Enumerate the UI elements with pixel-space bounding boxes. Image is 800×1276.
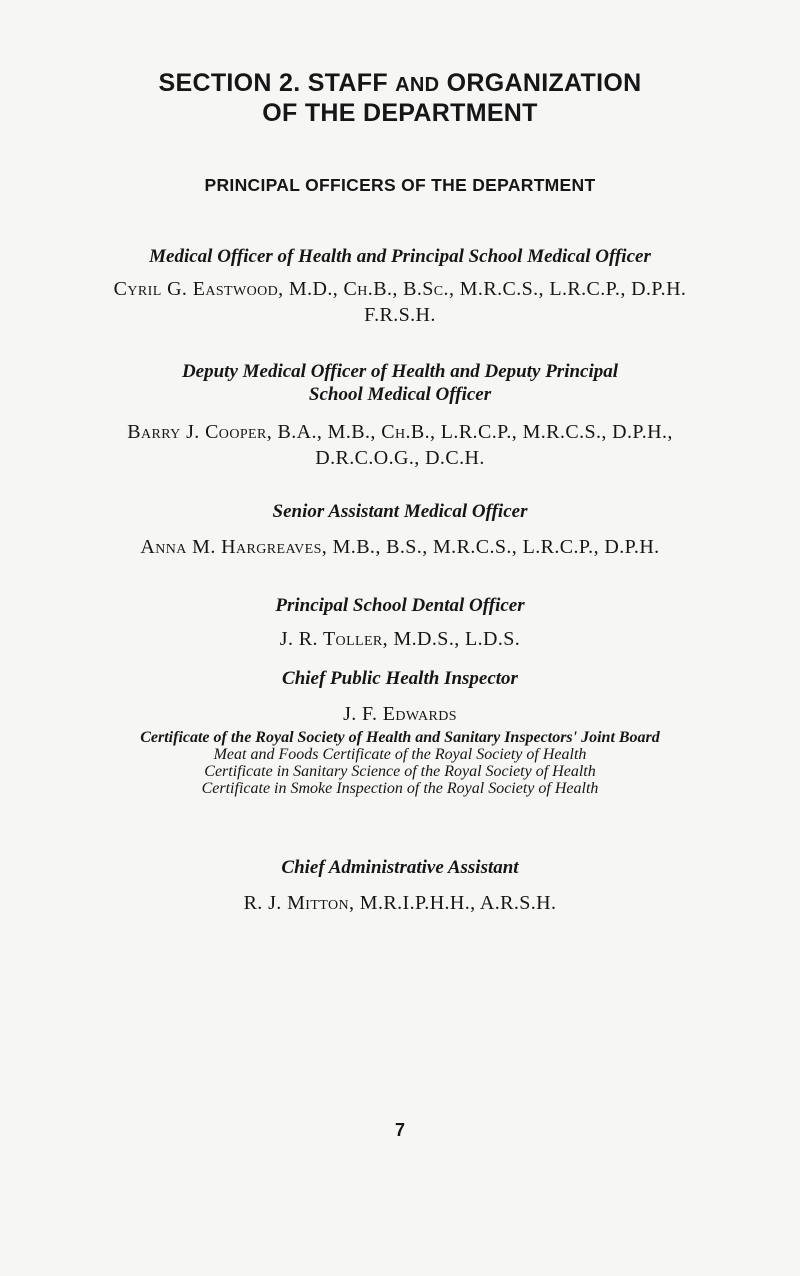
admin-assistant-role: Chief Administrative Assistant [281,857,519,878]
senior-assistant-role: Senior Assistant Medical Officer [272,501,528,522]
public-health-name: J. F. Edwards [343,703,457,725]
page-number: 7 [394,1120,405,1140]
section-title-line2: OF THE DEPARTMENT [262,99,538,127]
senior-assistant-name: Anna M. Hargreaves, M.B., B.S., M.R.C.S., L.R.C.P., D.P.H. [140,536,660,558]
deputy-name-line1: Barry J. Cooper, B.A., M.B., Ch.B., L.R.C.P., M.R.C.S., D.P.H., [127,421,673,443]
moh-name-line1: Cyril G. Eastwood, M.D., Ch.B., B.Sc., M.R.C.S., L.R.C.P., D.P.H. [113,278,687,300]
moh-role: Medical Officer of Health and Principal School Medical Officer [149,246,651,267]
certificate-line-1 [0,729,800,746]
deputy-role-line1: Deputy Medical Officer of Health and Deputy Principal [181,361,619,382]
public-health-role: Chief Public Health Inspector [282,668,518,689]
dental-officer-role: Principal School Dental Officer [275,595,525,616]
deputy-name-line2: D.R.C.O.G., D.C.H. [315,447,485,469]
dental-officer-name: J. R. Toller, M.D.S., L.D.S. [279,628,521,650]
moh-name-line2: F.R.S.H. [364,304,436,326]
admin-assistant-name: R. J. Mitton, M.R.I.P.H.H., A.R.S.H. [243,892,557,914]
deputy-role-line2: School Medical Officer [308,384,492,405]
certificate-1-text: Certificate of the Royal Society of Health and Sanitary Inspectors' Joint Board [140,729,660,746]
section-title-part2: ORGANIZATION [439,69,642,97]
section-title-and: AND [395,74,440,96]
section-title-part1: SECTION 2. STAFF [158,69,396,97]
certificate-line-4: Certificate in Smoke Inspection of the Royal Society of Health [201,780,599,797]
certificate-line-3: Certificate in Sanitary Science of the Royal Society of Health [204,763,596,780]
principal-officers-heading: PRINCIPAL OFFICERS OF THE DEPARTMENT [204,175,596,195]
section-title-line1 [0,68,800,100]
certificate-line-2: Meat and Foods Certificate of the Royal Society of Health [213,746,587,763]
